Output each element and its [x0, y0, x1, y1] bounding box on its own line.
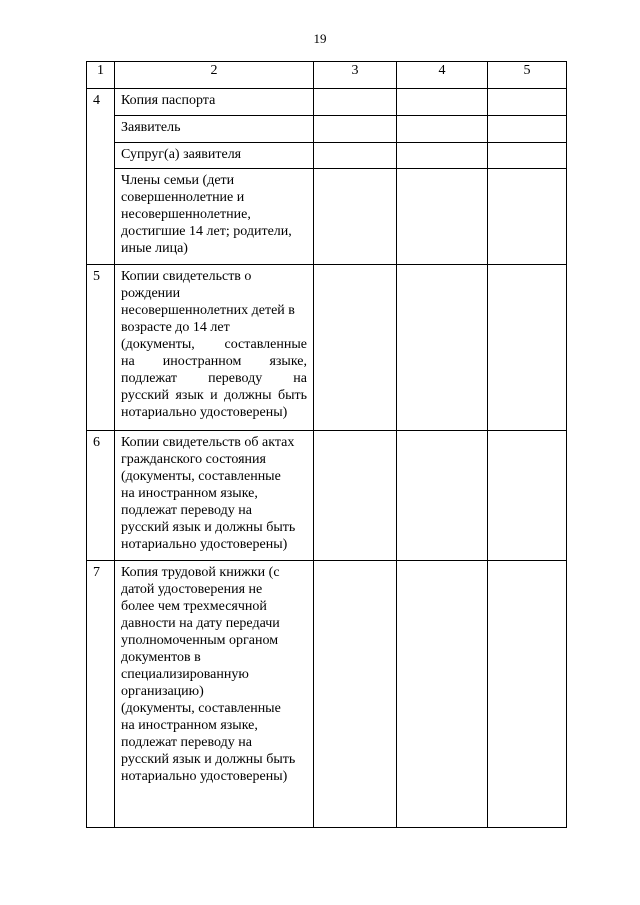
row-number: 5 [87, 265, 115, 431]
empty-cell [314, 143, 397, 169]
text-line: давности на дату передачи [121, 616, 280, 631]
text-line: датой удостоверения не [121, 582, 263, 597]
empty-cell [397, 265, 488, 431]
table-row [87, 431, 567, 561]
empty-cell [397, 561, 488, 828]
text-line: специализированную [121, 667, 249, 682]
text-line: достигшие 14 лет; родители, [121, 224, 292, 239]
empty-cell [314, 89, 397, 116]
text-line: возрасте до 14 лет [121, 320, 230, 335]
text-line: (документы, составленные [121, 337, 307, 352]
text-line: документов в [121, 650, 201, 665]
text-line: несовершеннолетние, [121, 207, 251, 222]
text-line: (документы, составленные [121, 469, 281, 484]
header-cell: 5 [488, 62, 567, 89]
text-line: подлежат переводу на [121, 503, 252, 518]
empty-cell [397, 169, 488, 265]
empty-cell [314, 431, 397, 561]
row-number: 6 [87, 431, 115, 561]
table-header-row [87, 62, 567, 89]
header-cell: 4 [397, 62, 488, 89]
text-line: несовершеннолетних детей в [121, 303, 295, 318]
empty-cell [488, 89, 567, 116]
text-line: Члены семьи (дети [121, 173, 235, 188]
family-members-cell [115, 169, 314, 265]
text-line: более чем трехмесячной [121, 599, 267, 614]
empty-cell [488, 561, 567, 828]
text-line: гражданского состояния [121, 452, 266, 467]
empty-cell [397, 116, 488, 143]
text-line: на иностранном языке, [121, 718, 258, 733]
empty-cell [488, 143, 567, 169]
row-number: 4 [87, 89, 115, 265]
text-line: русский язык и должны быть [121, 752, 296, 767]
text-line: нотариально удостоверены) [121, 537, 288, 552]
empty-cell [314, 265, 397, 431]
text-line: нотариально удостоверены) [121, 405, 288, 420]
text-line: русский язык и должны быть [121, 520, 296, 535]
text-line: Копии свидетельств об актах [121, 435, 295, 450]
text-line: совершеннолетние и [121, 190, 245, 205]
text-line: иные лица) [121, 241, 188, 256]
empty-cell [397, 143, 488, 169]
table-row [87, 169, 567, 265]
text-line: Копии свидетельств о [121, 269, 252, 284]
empty-cell [314, 561, 397, 828]
table-row [87, 265, 567, 431]
text-line: подлежат переводу на [121, 735, 252, 750]
applicant-label: Заявитель [115, 116, 314, 143]
text-line: русский язык и должны быть [121, 388, 307, 403]
page-number: 19 [313, 31, 327, 46]
empty-cell [314, 169, 397, 265]
text-line: на иностранном языке, [121, 486, 258, 501]
empty-cell [488, 265, 567, 431]
document-table [86, 61, 567, 828]
spouse-label: Супруг(а) заявителя [115, 143, 314, 169]
text-line: рождении [121, 286, 181, 301]
row-text [115, 561, 314, 828]
empty-cell [397, 431, 488, 561]
row-title: Копия паспорта [115, 89, 314, 116]
row-text [115, 431, 314, 561]
table-row [87, 143, 567, 169]
empty-cell [488, 116, 567, 143]
table-row [87, 89, 567, 116]
text-line: организацию) [121, 684, 204, 699]
table-row [87, 116, 567, 143]
empty-cell [488, 431, 567, 561]
text-line: нотариально удостоверены) [121, 769, 288, 784]
table-row [87, 561, 567, 828]
empty-cell [397, 89, 488, 116]
empty-cell [488, 169, 567, 265]
header-cell: 1 [87, 62, 115, 89]
header-cell: 3 [314, 62, 397, 89]
text-line: Копия трудовой книжки (с [121, 565, 280, 580]
text-line: на иностранном языке, [121, 354, 307, 369]
row-number: 7 [87, 561, 115, 828]
row-text [115, 265, 314, 431]
text-line: уполномоченным органом [121, 633, 279, 648]
header-cell: 2 [115, 62, 314, 89]
text-line: подлежат переводу на [121, 371, 307, 386]
empty-cell [314, 116, 397, 143]
text-line: (документы, составленные [121, 701, 281, 716]
